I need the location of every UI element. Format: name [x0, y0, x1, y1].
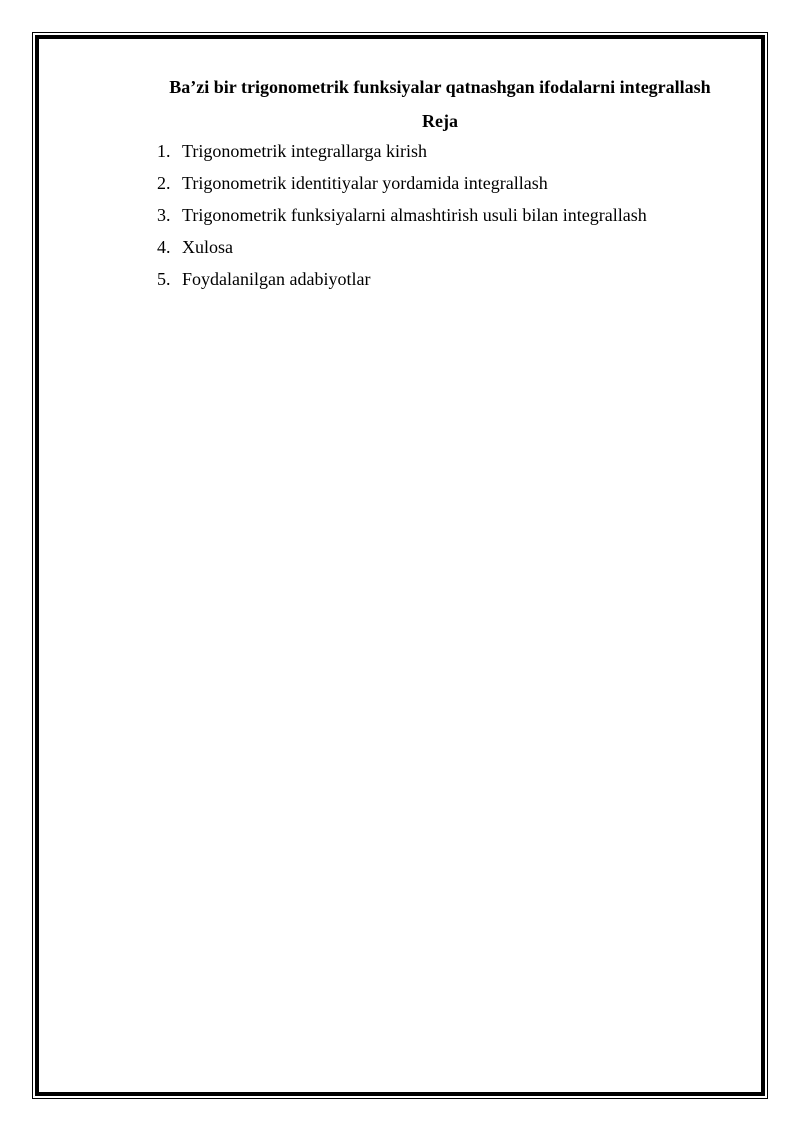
- plan-item-text: Trigonometrik funksiyalarni almashtirish usuli bilan integrallash: [182, 205, 647, 225]
- document-content: [150, 74, 730, 299]
- plan-item-1: [157, 139, 730, 163]
- plan-item-text: Foydalanilgan adabiyotlar: [182, 269, 371, 289]
- plan-item-text: Trigonometrik integrallarga kirish: [182, 141, 427, 161]
- plan-item-3: [157, 203, 730, 227]
- plan-item-2: [157, 171, 730, 195]
- plan-item-4: [157, 235, 730, 259]
- plan-item-number: 2.: [157, 173, 171, 193]
- plan-item-number: 3.: [157, 205, 171, 225]
- document-title: Ba’zi bir trigonometrik funksiyalar qatnashgan ifodalarni integrallash: [169, 77, 711, 97]
- plan-item-text: Trigonometrik identitiyalar yordamida integrallash: [182, 173, 548, 193]
- plan-item-text: Xulosa: [182, 237, 233, 257]
- plan-item-number: 5.: [157, 269, 171, 289]
- plan-item-number: 1.: [157, 141, 171, 161]
- plan-heading: Reja: [422, 111, 458, 131]
- plan-item-5: [157, 267, 730, 291]
- plan-list: [150, 139, 730, 291]
- plan-item-number: 4.: [157, 237, 171, 257]
